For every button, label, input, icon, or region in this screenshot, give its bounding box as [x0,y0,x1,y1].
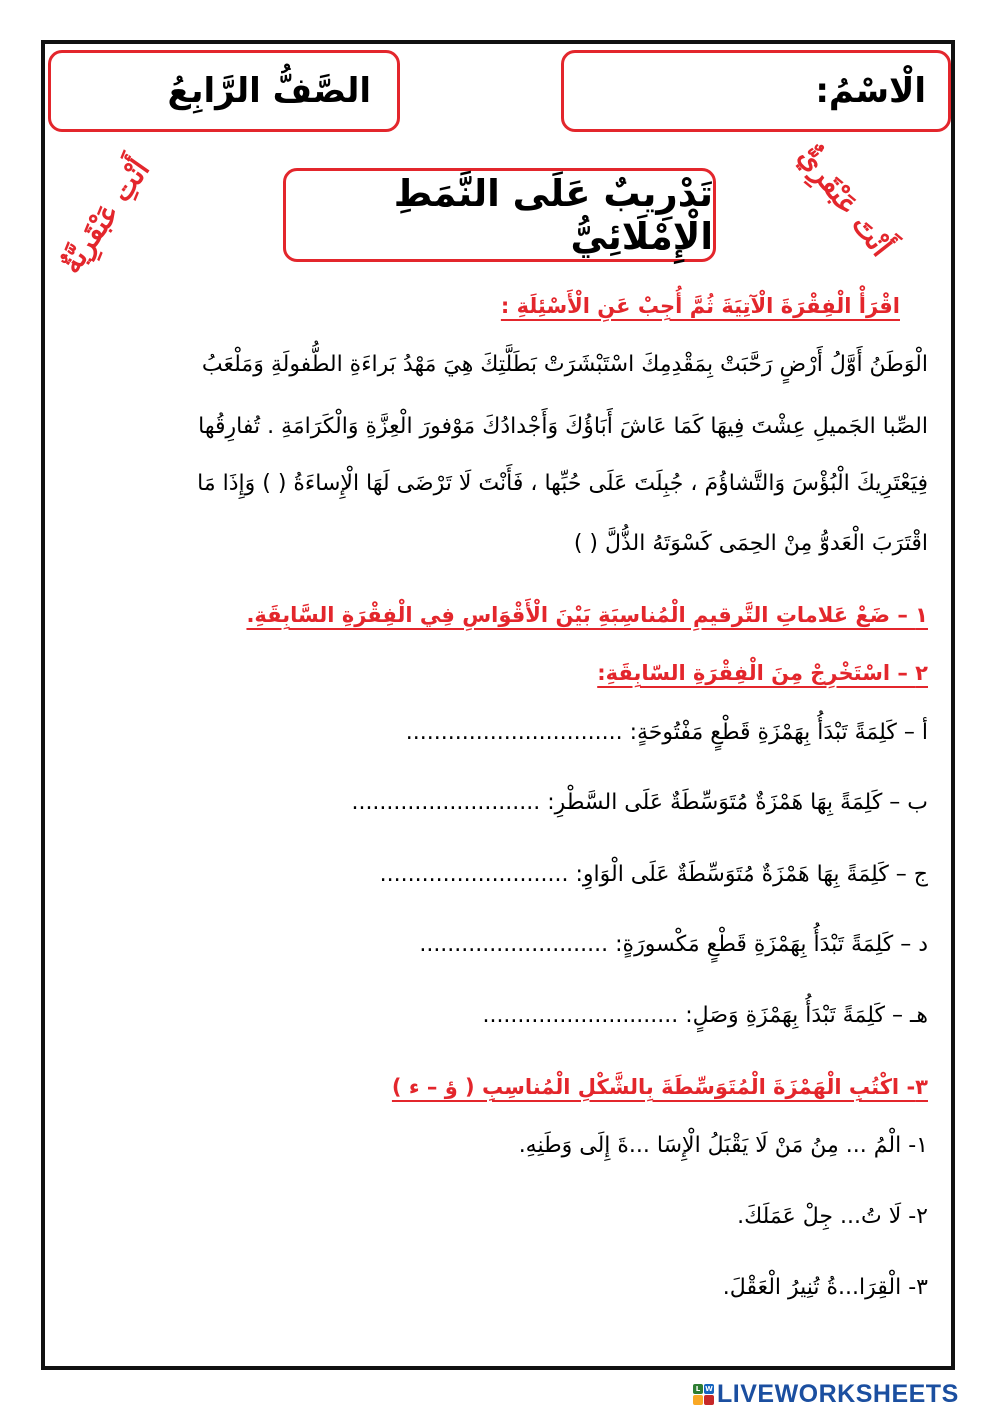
paragraph-line-1: الْوَطَنُ أَوَّلُ أَرْضٍ رَحَّبَتْ بِمَقْدِمِكَ اسْتَبْشَرَتْ بَطَلَّتِكَ هِيَ مَهْدُ بَراءَةِ الطُّفولَةِ وَمَلْعَبُ [201,352,928,377]
question-2-item-d[interactable]: د – كَلِمَةً تَبْدَأُ بِهَمْزَةِ قَطْعٍ مَكْسورَةٍ: ........................... [419,932,928,957]
question-2-item-a[interactable]: أ – كَلِمَةً تَبْدَأُ بِهَمْزَةِ قَطْعٍ مَفْتُوحَةٍ: ............................... [405,720,928,745]
paragraph-line-2: الصِّبا الجَميلِ عِشْتَ فِيهَا كَمَا عَاشَ أَبَاؤُكَ وَأَجْدادُكَ مَوْفورَ الْعِزَّةِ وَالْكَرَامَةِ . تُفارِقُها [198,414,928,439]
name-label: الْاسْمُ: [815,71,926,111]
grade-box [48,50,400,132]
question-2-item-b[interactable]: ب – كَلِمَةً بِهَا هَمْزَةٌ مُتَوَسِّطَةٌ عَلَى السَّطْرِ: ........................... [351,790,928,815]
question-3-item-2[interactable]: ٢- لَا تُ... جِلْ عَمَلَكَ. [737,1204,928,1229]
liveworksheets-logo-text: LIVEWORKSHEETS [717,1379,959,1408]
paragraph-line-3: فِيَعْتَرِيكَ الْبُؤْسَ وَالتَّشاؤُمَ ، جُبِلَتَ عَلَى حُبِّها ، فَأَنْتَ لَا تَرْضَى لَهَا الْإِساءَةُ ( ) وَإِذَا مَا [197,471,928,496]
worksheet-title: تَدْرِيبٌ عَلَى النَّمَطِ الْإِمْلَائِيُّ [393,172,713,258]
question-3: ٣- اكْتُبِ الْهَمْزَةَ الْمُتَوَسِّطَةَ بِالشَّكْلِ الْمُناسِبِ ( ؤ – ء ) [391,1075,928,1099]
worksheet-title-box [283,168,716,262]
liveworksheets-logo[interactable] [693,1381,959,1407]
liveworksheets-logo-icon: L W [693,1384,714,1405]
grade-label: الصَّفُّ الرَّابِعُ [167,71,371,111]
paragraph-line-4: اقْتَرَبَ الْعَدوُّ مِنْ الحِمَى كَسْوَتَهُ الذُّلَّ ( ) [573,531,928,556]
question-3-item-3[interactable]: ٣- الْقِرَا...ةُ تُنِيرُ الْعَقْلَ. [722,1275,928,1300]
question-2: ٢ – اسْتَخْرِجْ مِنَ الْفِقْرَةِ السّابِقَةِ: [597,661,928,685]
question-2-item-e[interactable]: هـ – كَلِمَةً تَبْدَأُ بِهَمْزَةِ وَصَلٍ: ............................ [482,1003,928,1028]
question-3-item-1[interactable]: ١- الْمُ ... مِنُ مَنْ لَا يَقْبَلُ الْإِسَا ...ةَ إِلَى وَطَنِهِ. [518,1133,928,1158]
question-1: ١ – ضَعْ عَلاماتِ التَّرقيمِ الْمُناسِبَةِ بَيْنَ الْأَقْوَاسِ فِي الْفِقْرَةِ السَّابِقَةِ. [246,603,928,627]
praise-stamp-female: أَنْتِ عَبْقَرِيَّةٌ [54,153,157,280]
reading-instruction: اقْرَأْ الْفِقْرَةَ الْآتِيَةَ ثُمَّ أُجِبْ عَنِ الْأَسْئِلَةِ : [500,294,900,318]
question-2-item-c[interactable]: ج – كَلِمَةً بِهَا هَمْزَةٌ مُتَوَسِّطَةٌ عَلَى الْوَاوِ: ........................... [379,862,928,887]
praise-stamp-male: أَنْتَ عَبْقَرِيٌّ [791,140,898,263]
name-field-box[interactable] [561,50,951,132]
